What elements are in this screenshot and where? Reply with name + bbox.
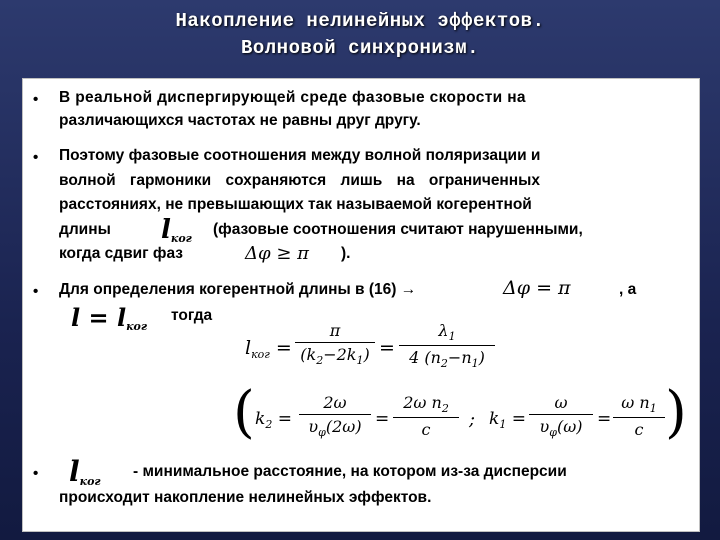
formula1-equals: = [379,337,395,359]
formula1-lhs: $l_{ког}$ = [245,337,292,361]
bullet2-line2: волной гармоники сохраняются лишь на ограниченных [59,172,541,189]
coherence-length-symbol: $l_{ког}$ [161,215,192,245]
formula2-k2: $k_2$ = [255,409,292,431]
formula2-semicolon: ; [469,409,476,430]
bullet2-line5-a: когда сдвиг фаз [59,245,184,262]
formula2-equals-1: = [375,409,390,429]
bullet3-line1-end: , а [619,281,637,298]
formula2-fraction-omega-n1: $\frac{\omega n_1}{c}$ [613,393,665,439]
bullet3-line1: Для определения когерентной длины в (16) → [59,281,417,298]
formula2-fraction-omega: $\frac{\omega}{\upsilon_\varphi(\omega)}$ [529,393,593,439]
l-equals-lkog: $l = l_{ког}$ [71,303,148,333]
bullet1-line1: В реальной диспергирующей среде фазовые скорости на [59,89,526,106]
slide-title [60,8,660,62]
bullet-marker: • [33,465,39,482]
bullet4-line1: - минимальное расстояние, на котором из-за дисперсии [133,463,567,480]
bullet2-line1: Поэтому фазовые соотношения между волной поляризации и [59,147,541,164]
formula2-right-paren: ) [665,380,687,445]
formula2-fraction-2omega: $\frac{2\omega}{\upsilon_\varphi(2\omega)}$ [299,393,371,439]
formula1-fraction-pi: $\frac{\pi}{(k_2-2k_1)}$ [295,321,375,367]
formula2-fraction-2omega-n2: $\frac{2\omega n_2}{c}$ [393,393,459,439]
bullet2-line4-a: длины [59,221,111,238]
formula2-equals-2: = [597,409,612,429]
bullet2-line3: расстояниях, не превышающих так называемой когерентной [59,196,532,213]
bullet-marker: • [33,149,39,166]
formula2-k1: $k_1$ = [489,409,526,431]
bullet2-line5-b: ). [341,245,351,262]
bullet3-line2: тогда [171,307,213,324]
bullet-marker: • [33,91,39,108]
bullet1-line2: различающихся частотах не равны друг другу. [59,112,421,129]
coherence-length-symbol-2: $l_{ког}$ [69,455,101,488]
content-panel [22,78,700,532]
bullet-marker: • [33,283,39,300]
formula2-left-paren: ( [233,380,255,445]
title-line-1: Накопление нелинейных эффектов. [175,10,545,32]
phase-shift-equality: Δφ = π [503,277,571,299]
title-line-2: Волновой синхронизм. [240,37,480,59]
bullet2-line4-b: (фазовые соотношения считают нарушенными, [213,221,583,238]
formula1-fraction-lambda: $\frac{\lambda_1}{4 (n_2-n_1)}$ [399,321,495,370]
phase-shift-condition: Δφ ≥ π [245,243,309,264]
bullet4-line2: происходит накопление нелинейных эффектов. [59,489,432,506]
